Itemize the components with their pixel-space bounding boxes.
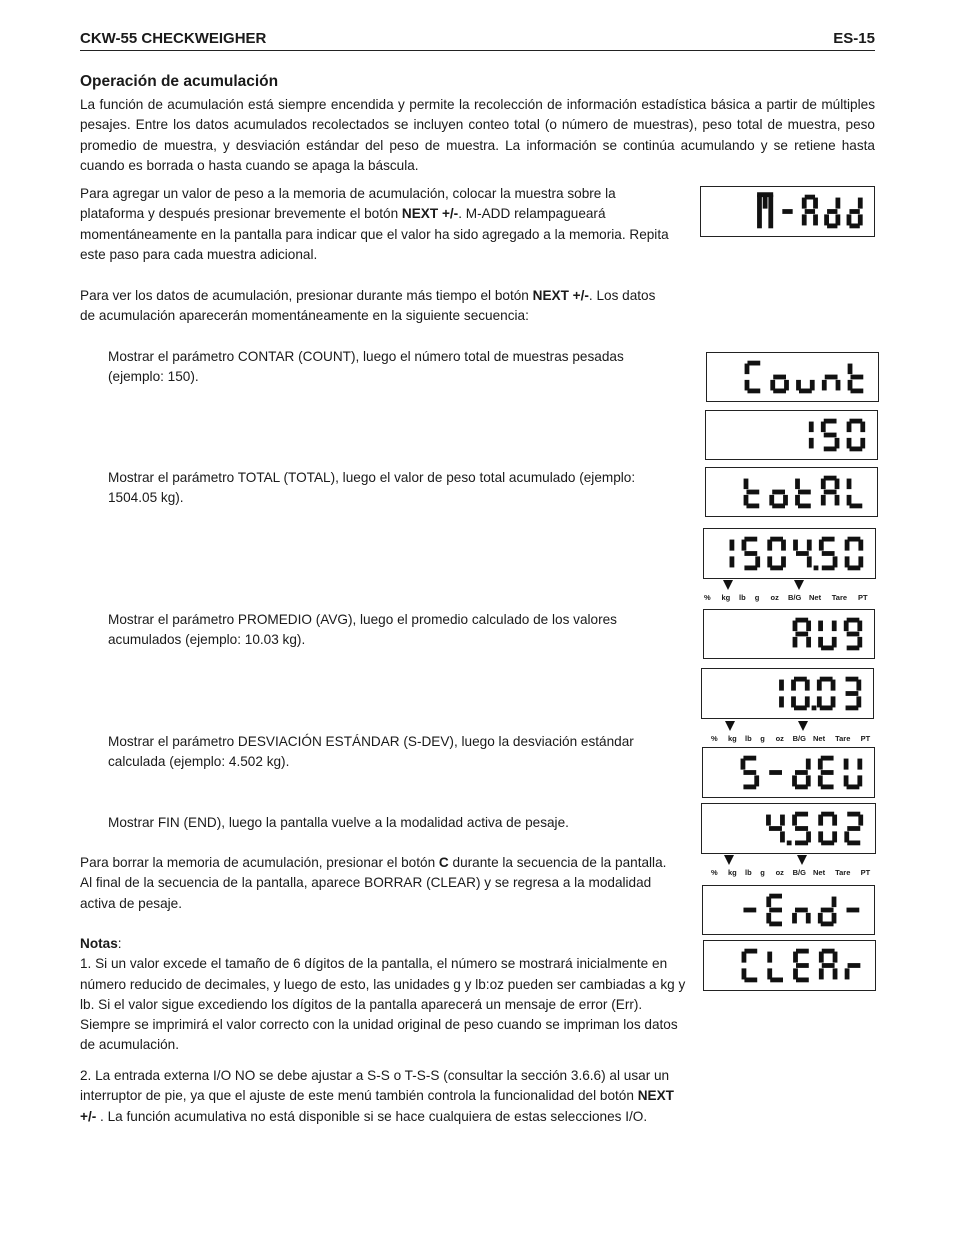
unit-label: Net [813, 734, 826, 743]
unit-label: B/G [788, 593, 802, 602]
unit-label: kg [728, 868, 737, 877]
unit-label: PT [860, 734, 871, 743]
notes: Notas: 1. Si un valor excede el tamaño de 6 dígitos de la pantalla, el número se mostrará inicialmente en número reducido de decimales, y luego de esto, las unidades g y lb:oz pueden ser cambiadas a kg y lb. Si el valor sigue excediendo los dígitos de la pantalla aparecerá un mensaje de error (Err). Siempre se imprimirá el valor correcto con la unidad original de peso cuando se impriman los datos de acumulación. [80, 936, 686, 1053]
step-total: Mostrar el parámetro TOTAL (TOTAL), luego el valor de peso total acumulado (ejemplo: 1504.05 kg). [108, 470, 636, 506]
unit-label: % [711, 868, 718, 877]
add-text-b: . M-ADD relampagueará momentáneamente en la pantalla para indicar que el valor ha sido agregado a la memoria. Repita este paso para cada muestra adicional. [80, 206, 669, 262]
add-paragraph [80, 184, 670, 265]
unit-label: lb [739, 593, 746, 602]
page-number: ES-15 [833, 30, 875, 47]
step-sdev: Mostrar el parámetro DESVIACIÓN ESTÁNDAR (S-DEV), luego la desviación estándar calculada (ejemplo: 4.502 kg). [108, 734, 634, 770]
lcd-s-dev [702, 747, 875, 798]
unit-label: Net [813, 868, 826, 877]
unit-label: lb [745, 734, 752, 743]
unit-label: PT [860, 868, 871, 877]
step-count: Mostrar el parámetro CONTAR (COUNT), luego el número total de muestras pesadas (ejemplo: 150). [108, 349, 624, 385]
kg-indicator-arrow [725, 721, 735, 731]
unit-row-2 [711, 734, 881, 744]
note-1: 1. Si un valor excede el tamaño de 6 dígitos de la pantalla, el número se mostrará inicialmente en número reducido de decimales, y luego de esto, las unidades g y lb:oz pueden ser cambiadas a kg y lb. Si el valor sigue excediendo los dígitos de la pantalla aparecerá un mensaje de error (Err). Siempre se imprimirá el valor correcto con la unidad original de peso cuando se impriman los datos de acumulación. [80, 956, 686, 1053]
unit-label: B/G [792, 868, 806, 877]
clear-text-a: Para borrar la memoria de acumulación, presionar el botón [80, 855, 439, 870]
kg-indicator-arrow [724, 855, 734, 865]
unit-label: % [704, 593, 711, 602]
unit-label: Tare [835, 868, 851, 877]
clear-text-b: durante la secuencia de la pantalla. Al final de la secuencia de la pantalla, aparece BORRAR (CLEAR) y se regresa a la modalidad activa de pesaje. [80, 855, 667, 911]
note-2-text-b: . La función acumulativa no está disponible si se hace cualquiera de estas selecciones I/O. [96, 1108, 648, 1124]
decimal-point [814, 566, 819, 571]
unit-row-1 [704, 593, 879, 603]
lcd-150 [705, 410, 878, 460]
view-text-b: . Los datos de acumulación aparecerán momentáneamente en la siguiente secuencia: [80, 288, 656, 324]
lcd-10-03 [701, 668, 874, 719]
unit-label: Net [809, 593, 822, 602]
unit-label: B/G [792, 734, 806, 743]
unit-label: oz [775, 734, 784, 743]
add-text-a: Para agregar un valor de peso a la memoria de acumulación, colocar la muestra sobre la plataforma y después presionar brevemente el botón [80, 186, 616, 222]
section-title: Operación de acumulación [80, 73, 279, 90]
note-2-button-label: NEXT +/- [80, 1088, 674, 1124]
kg-indicator-arrow [723, 580, 733, 590]
notes-title: Notas [80, 936, 118, 951]
step-end: Mostrar FIN (END), luego la pantalla vuelve a la modalidad activa de pesaje. [108, 815, 569, 830]
view-button-label: NEXT +/- [532, 288, 589, 303]
view-paragraph [80, 286, 670, 327]
unit-label: lb [745, 868, 752, 877]
manual-title: CKW-55 CHECKWEIGHER [80, 30, 267, 47]
step-avg: Mostrar el parámetro PROMEDIO (AVG), luego el promedio calculado de los valores acumulados (ejemplo: 10.03 kg). [108, 612, 617, 648]
unit-label: Tare [835, 734, 851, 743]
decimal-point [787, 841, 792, 846]
page-header [80, 28, 875, 51]
lcd-clear [703, 940, 876, 991]
unit-label: g [760, 734, 765, 743]
bg-indicator-arrow [797, 855, 807, 865]
unit-label: kg [721, 593, 731, 602]
unit-label: % [711, 734, 718, 743]
clear-paragraph [80, 853, 672, 914]
add-button-label: NEXT +/- [401, 206, 459, 222]
note-2 [80, 1066, 692, 1127]
unit-label: g [760, 868, 765, 877]
clear-button-label: C [438, 855, 449, 870]
bg-indicator-arrow [798, 721, 808, 731]
unit-label: PT [858, 593, 868, 602]
unit-label: Tare [831, 593, 848, 602]
bg-indicator-arrow [794, 580, 804, 590]
unit-row-3 [711, 868, 881, 878]
unit-label: oz [770, 593, 779, 602]
view-text-a: Para ver los datos de acumulación, presionar durante más tiempo el botón [80, 288, 533, 303]
lcd-total [705, 467, 878, 517]
lcd-avg [703, 609, 875, 659]
decimal-point [812, 706, 817, 711]
unit-label: kg [728, 734, 737, 743]
unit-label: g [754, 593, 760, 602]
unit-label: oz [775, 868, 784, 877]
lcd-count [706, 352, 879, 402]
lcd-4-502 [701, 803, 876, 854]
intro-paragraph: La función de acumulación está siempre encendida y permite la recolección de información estadística básica a partir de múltiples pesajes. Entre los datos acumulados recolectados se incluyen conteo total (o número de muestras), peso total de muestra, peso promedio de muestra, y desviación estándar del peso de muestra. La información se continúa acumulando y se retiene hasta cuando es borrada o hasta cuando se apaga la báscula. [80, 97, 875, 173]
note-2-text-a: 2. La entrada externa I/O NO se debe ajustar a S-S o T-S-S (consultar la sección 3.6.6) al usar un interruptor de pie, ya que el ajuste de este menú también controla la funcionalidad del botón [80, 1068, 670, 1104]
lcd-m-add [700, 186, 875, 237]
lcd-end [702, 885, 875, 935]
lcd-1504-50 [703, 528, 876, 579]
